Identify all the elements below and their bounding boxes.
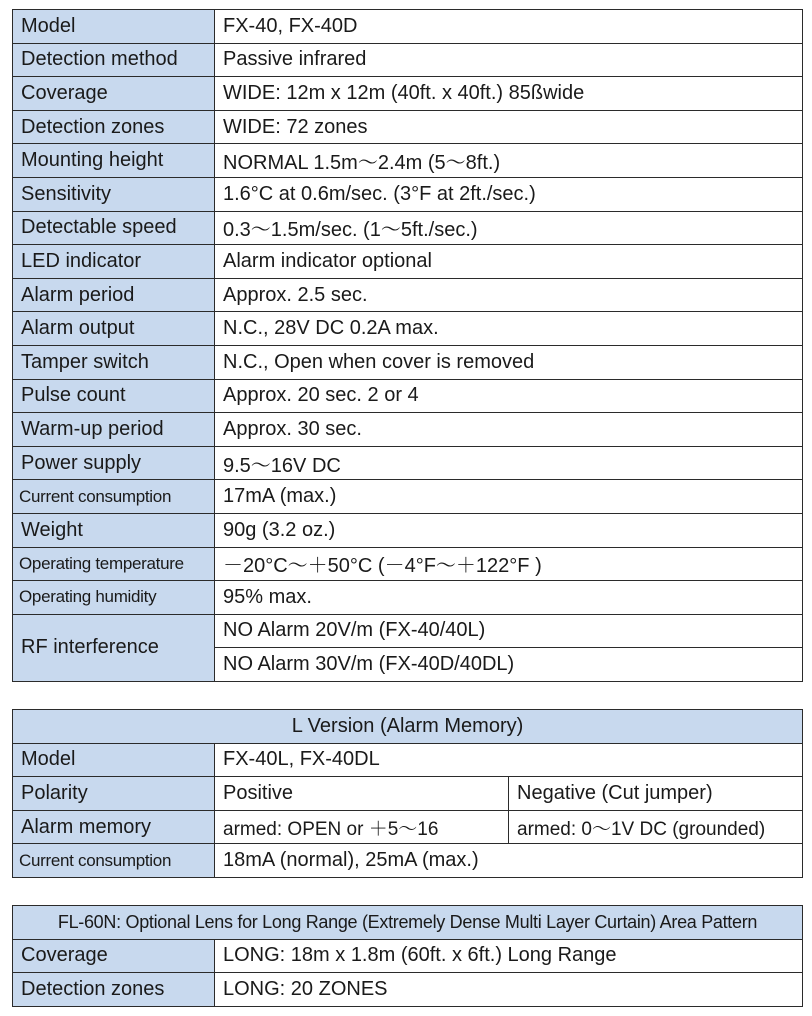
table-row xyxy=(13,10,803,44)
lens-title: FL-60N: Optional Lens for Long Range (Extremely Dense Multi Layer Curtain) Area Pattern xyxy=(13,906,803,940)
table-row xyxy=(13,480,803,514)
table-row xyxy=(13,144,803,178)
spec-label-led-indicator: LED indicator xyxy=(13,245,215,279)
table-row xyxy=(13,939,803,973)
spec-value-detection-method: Passive infrared xyxy=(215,43,803,77)
table-row xyxy=(13,710,803,744)
spec-value-tamper-switch: N.C., Open when cover is removed xyxy=(215,345,803,379)
lens-value-coverage: LONG: 18m x 1.8m (60ft. x 6ft.) Long Range xyxy=(215,939,803,973)
spec-label-detectable-speed: Detectable speed xyxy=(13,211,215,245)
l-version-memory-negative: armed: 0～1V DC (grounded) xyxy=(509,810,803,844)
l-version-polarity-positive: Positive xyxy=(215,777,509,811)
table-row xyxy=(13,446,803,480)
spec-value-led-indicator: Alarm indicator optional xyxy=(215,245,803,279)
table-row xyxy=(13,245,803,279)
table-row xyxy=(13,743,803,777)
l-version-label-current-consumption: Current consumption xyxy=(13,844,215,878)
spec-value-operating-temperature: －20°C～＋50°C (－4°F～＋122°F ) xyxy=(215,547,803,581)
l-version-table xyxy=(12,709,803,878)
spec-value-rf-interference-2: NO Alarm 30V/m (FX-40D/40DL) xyxy=(215,648,803,682)
spec-label-rf-interference: RF interference xyxy=(13,614,215,681)
l-version-title: L Version (Alarm Memory) xyxy=(13,710,803,744)
spec-label-alarm-output: Alarm output xyxy=(13,312,215,346)
spec-label-sensitivity: Sensitivity xyxy=(13,177,215,211)
l-version-polarity-negative: Negative (Cut jumper) xyxy=(509,777,803,811)
table-row xyxy=(13,413,803,447)
spec-label-coverage: Coverage xyxy=(13,77,215,111)
spec-value-alarm-period: Approx. 2.5 sec. xyxy=(215,278,803,312)
table-row xyxy=(13,345,803,379)
lens-label-coverage: Coverage xyxy=(13,939,215,973)
spec-value-detectable-speed: 0.3～1.5m/sec. (1～5ft./sec.) xyxy=(215,211,803,245)
spec-label-weight: Weight xyxy=(13,513,215,547)
l-version-memory-positive: armed: OPEN or ＋5～16 xyxy=(215,810,509,844)
spec-table xyxy=(12,9,803,682)
spec-value-weight: 90g (3.2 oz.) xyxy=(215,513,803,547)
spec-value-alarm-output: N.C., 28V DC 0.2A max. xyxy=(215,312,803,346)
table-row xyxy=(13,906,803,940)
l-version-value-current-consumption: 18mA (normal), 25mA (max.) xyxy=(215,844,803,878)
spec-value-coverage: WIDE: 12m x 12m (40ft. x 40ft.) 85ßwide xyxy=(215,77,803,111)
spec-value-detection-zones: WIDE: 72 zones xyxy=(215,110,803,144)
table-row xyxy=(13,211,803,245)
spec-value-current-consumption: 17mA (max.) xyxy=(215,480,803,514)
table-row xyxy=(13,777,803,811)
spec-label-alarm-period: Alarm period xyxy=(13,278,215,312)
spec-value-mounting-height: NORMAL 1.5m～2.4m (5～8ft.) xyxy=(215,144,803,178)
spec-label-mounting-height: Mounting height xyxy=(13,144,215,178)
table-row xyxy=(13,110,803,144)
spec-value-pulse-count: Approx. 20 sec. 2 or 4 xyxy=(215,379,803,413)
spec-value-sensitivity: 1.6°C at 0.6m/sec. (3°F at 2ft./sec.) xyxy=(215,177,803,211)
table-row xyxy=(13,278,803,312)
table-row xyxy=(13,177,803,211)
table-row xyxy=(13,844,803,878)
spec-value-rf-interference-1: NO Alarm 20V/m (FX-40/40L) xyxy=(215,614,803,648)
table-row xyxy=(13,973,803,1007)
l-version-label-model: Model xyxy=(13,743,215,777)
spec-label-detection-zones: Detection zones xyxy=(13,110,215,144)
spec-label-detection-method: Detection method xyxy=(13,43,215,77)
spec-label-tamper-switch: Tamper switch xyxy=(13,345,215,379)
spec-value-operating-humidity: 95% max. xyxy=(215,581,803,615)
lens-value-detection-zones: LONG: 20 ZONES xyxy=(215,973,803,1007)
lens-label-detection-zones: Detection zones xyxy=(13,973,215,1007)
table-row xyxy=(13,810,803,844)
table-row xyxy=(13,614,803,648)
l-version-value-model: FX-40L, FX-40DL xyxy=(215,743,803,777)
table-row xyxy=(13,513,803,547)
table-row xyxy=(13,379,803,413)
spec-label-current-consumption: Current consumption xyxy=(13,480,215,514)
spec-label-pulse-count: Pulse count xyxy=(13,379,215,413)
spec-label-operating-humidity: Operating humidity xyxy=(13,581,215,615)
table-row xyxy=(13,581,803,615)
table-row xyxy=(13,77,803,111)
spec-value-warm-up-period: Approx. 30 sec. xyxy=(215,413,803,447)
l-version-label-alarm-memory: Alarm memory xyxy=(13,810,215,844)
lens-table xyxy=(12,905,803,1007)
spec-label-power-supply: Power supply xyxy=(13,446,215,480)
l-version-label-polarity: Polarity xyxy=(13,777,215,811)
spec-label-model: Model xyxy=(13,10,215,44)
table-row xyxy=(13,43,803,77)
table-row xyxy=(13,547,803,581)
spec-label-warm-up-period: Warm-up period xyxy=(13,413,215,447)
spec-value-model: FX-40, FX-40D xyxy=(215,10,803,44)
table-row xyxy=(13,312,803,346)
spec-label-operating-temperature: Operating temperature xyxy=(13,547,215,581)
spec-value-power-supply: 9.5～16V DC xyxy=(215,446,803,480)
